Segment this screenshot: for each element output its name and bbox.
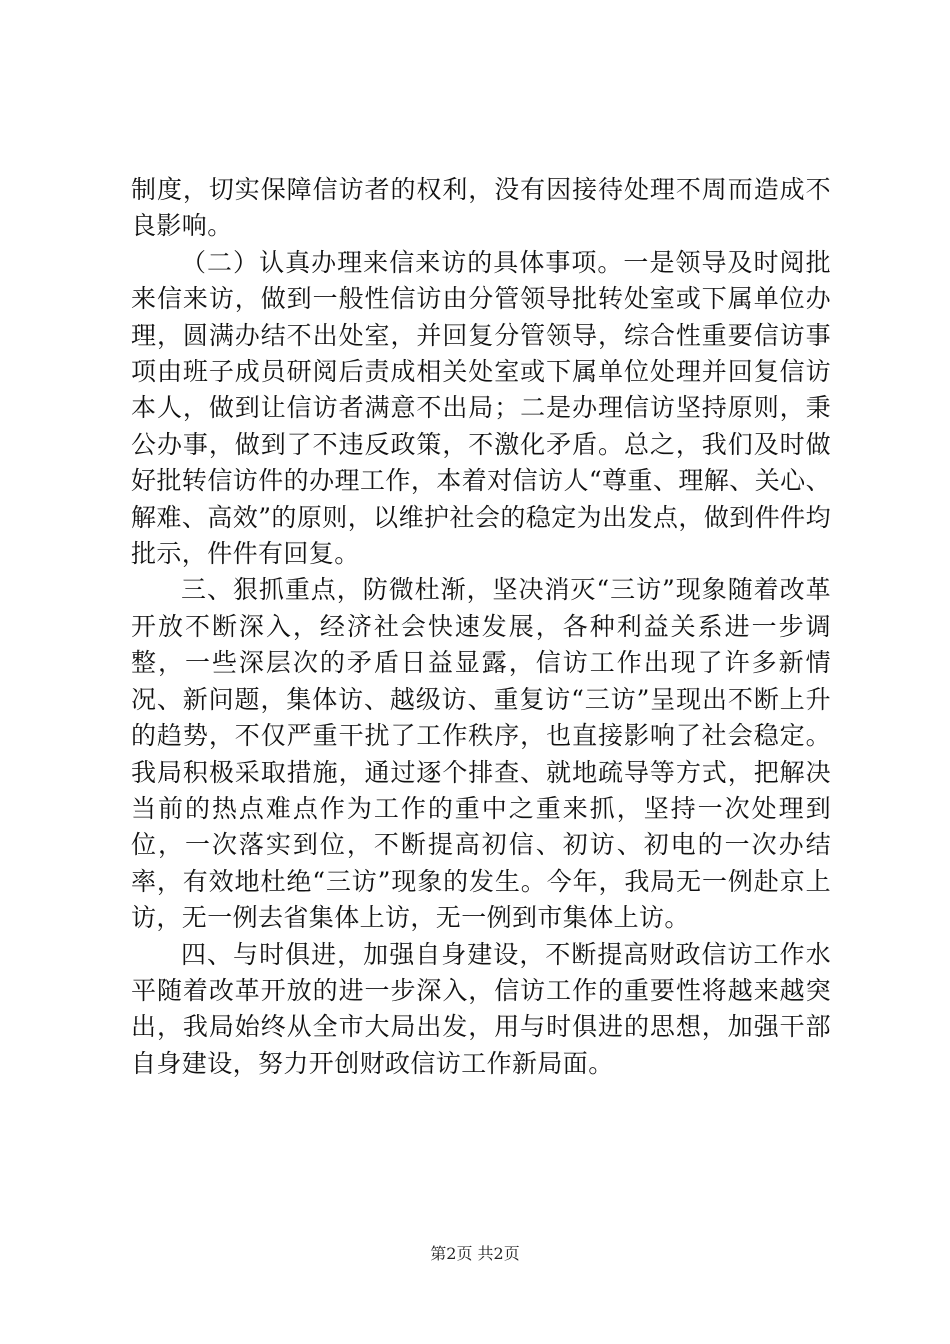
- page-footer: [0, 1244, 950, 1264]
- paragraph-section-four: 四、与时俱进，加强自身建设，不断提高财政信访工作水平随着改革开放的进一步深入，信访工作的重要性将越来越突出，我局始终从全市大局出发，用与时俱进的思想，加强干部自身建设，努力开创财政信访工作新局面。: [131, 939, 831, 1078]
- page-number-label: 第2页 共2页: [430, 1244, 520, 1263]
- paragraph-item-two: （二）认真办理来信来访的具体事项。一是领导及时阅批来信来访，做到一般性信访由分管领导批转处室或下属单位办理，圆满办结不出处室，并回复分管领导，综合性重要信访事项由班子成员研阅后责成相关处室或下属单位处理并回复信访本人，做到让信访者满意不出局；二是办理信访坚持原则，秉公办事，做到了不违反政策，不激化矛盾。总之，我们及时做好批转信访件的办理工作，本着对信访人“尊重、理解、关心、解难、高效”的原则，以维护社会的稳定为出发点，做到件件均批示，件件有回复。: [131, 247, 831, 569]
- document-body: [131, 172, 831, 1082]
- paragraph-section-three: 三、狠抓重点，防微杜渐，坚决消灭“三访”现象随着改革开放不断深入，经济社会快速发展，各种利益关系进一步调整，一些深层次的矛盾日益显露，信访工作出现了许多新情况、新问题，集体访、越级访、重复访“三访”呈现出不断上升的趋势，不仅严重干扰了工作秩序，也直接影响了社会稳定。我局积极采取措施，通过逐个排查、就地疏导等方式，把解决当前的热点难点作为工作的重中之重来抓，坚持一次处理到位，一次落实到位，不断提高初信、初访、初电的一次办结率，有效地杜绝“三访”现象的发生。今年，我局无一例赴京上访，无一例去省集体上访，无一例到市集体上访。: [131, 575, 831, 933]
- paragraph-continuation: 制度，切实保障信访者的权利，没有因接待处理不周而造成不良影响。: [131, 175, 831, 241]
